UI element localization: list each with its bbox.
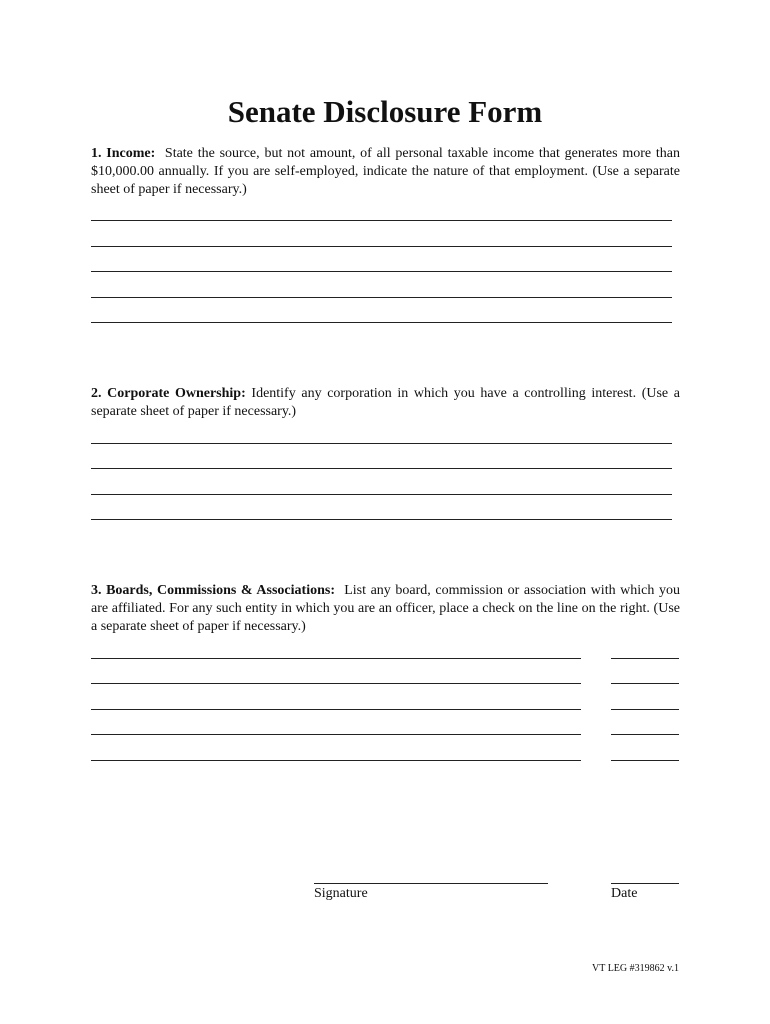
signature-label: Signature xyxy=(314,886,368,901)
boards-paragraph xyxy=(91,582,680,636)
corporate-line-4[interactable] xyxy=(91,519,672,520)
boards-entry-line-1[interactable] xyxy=(91,658,581,659)
corporate-section xyxy=(91,385,680,421)
officer-check-line-3[interactable] xyxy=(611,709,679,710)
income-line-3[interactable] xyxy=(91,271,672,272)
officer-check-line-5[interactable] xyxy=(611,760,679,761)
officer-check-line-4[interactable] xyxy=(611,734,679,735)
income-section xyxy=(91,145,680,199)
income-line-2[interactable] xyxy=(91,246,672,247)
date-label: Date xyxy=(611,886,638,901)
boards-entry-line-4[interactable] xyxy=(91,734,581,735)
income-line-1[interactable] xyxy=(91,220,672,221)
corporate-line-1[interactable] xyxy=(91,443,672,444)
boards-entry-line-2[interactable] xyxy=(91,683,581,684)
date-line[interactable] xyxy=(611,883,679,884)
officer-check-line-1[interactable] xyxy=(611,658,679,659)
boards-section xyxy=(91,582,680,636)
income-paragraph xyxy=(91,145,680,199)
income-line-5[interactable] xyxy=(91,322,672,323)
boards-entry-line-5[interactable] xyxy=(91,760,581,761)
boards-entry-line-3[interactable] xyxy=(91,709,581,710)
corporate-line-3[interactable] xyxy=(91,494,672,495)
boards-heading: 3. Boards, Commissions & Associations: xyxy=(91,583,335,598)
income-instructions: State the source, but not amount, of all personal taxable income that generates more than $10,000.00 annually. If you are self-employed, indicate the nature of that employment. (Use a separate sheet of paper if necessary.) xyxy=(91,146,680,197)
corporate-line-2[interactable] xyxy=(91,468,672,469)
officer-check-line-2[interactable] xyxy=(611,683,679,684)
form-id: VT LEG #319862 v.1 xyxy=(592,963,679,974)
corporate-heading: 2. Corporate Ownership: xyxy=(91,386,246,401)
page-title: Senate Disclosure Form xyxy=(227,94,543,129)
income-line-4[interactable] xyxy=(91,297,672,298)
income-heading: 1. Income: xyxy=(91,146,156,161)
signature-line[interactable] xyxy=(314,883,548,884)
corporate-paragraph xyxy=(91,385,680,421)
corporate-instructions: Identify any corporation in which you have a controlling interest. (Use a separate sheet of paper if necessary.) xyxy=(91,386,680,419)
boards-instructions: List any board, commission or association with which you are affiliated. For any such entity in which you are an officer, place a check on the line on the right. (Use a separate sheet of paper if necessary.) xyxy=(91,583,680,634)
